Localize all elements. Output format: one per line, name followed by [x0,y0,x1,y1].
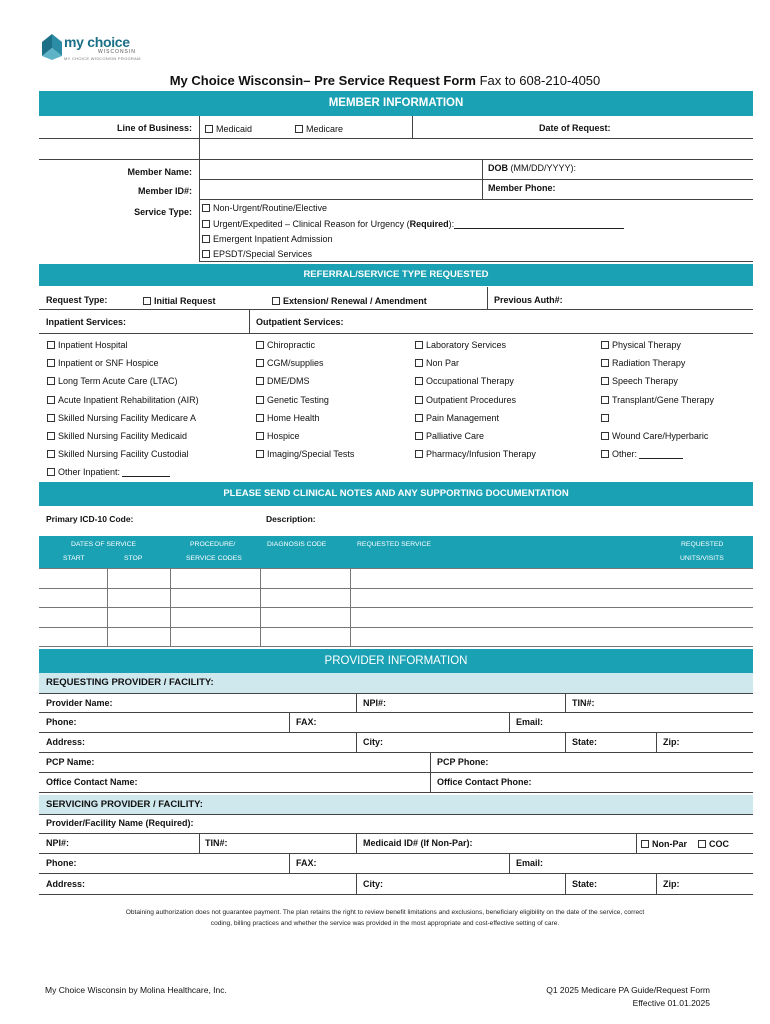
inpatient-label: Skilled Nursing Facility Medicare A [58,412,197,423]
disclaimer-line-2: coding, billing practices and whether the service was provided in the most appropriate and cost-effective setting of care. [210,920,560,927]
service-type-label: Service Type: [134,207,192,217]
table-row[interactable] [39,607,753,627]
extension-renewal-checkbox[interactable]: Extension/ Renewal / Amendment [272,296,427,306]
referral-section-header: REFERRAL/SERVICE TYPE REQUESTED [39,264,753,286]
outpatient-option[interactable] [256,413,320,423]
office-phone-label: Office Contact Phone: [437,777,532,787]
col-requested-units: REQUESTED [681,541,724,548]
checkbox-icon[interactable] [47,341,55,349]
inpatient-option[interactable] [47,395,199,405]
checkbox-icon[interactable] [601,377,609,385]
col-requested-service: REQUESTED SERVICE [357,541,431,548]
checkbox-icon[interactable] [256,450,264,458]
outpatient-label: Pain Management [426,412,500,423]
col-stop: STOP [124,555,143,562]
medicaid-id-label: Medicaid ID# (If Non-Par): [363,838,473,848]
checkbox-icon[interactable] [415,377,423,385]
outpatient-label: Genetic Testing [267,394,329,405]
outpatient-option[interactable] [415,449,536,459]
email-label: Email: [516,717,544,727]
checkbox-icon[interactable] [47,468,55,476]
checkbox-icon[interactable] [415,396,423,404]
outpatient-label: Transplant/Gene Therapy [612,394,715,405]
outpatient-option[interactable] [601,340,681,350]
inpatient-label: Inpatient Hospital [58,340,128,350]
service-table-header [39,536,753,568]
outpatient-option[interactable] [415,376,514,386]
provider-section-header: PROVIDER INFORMATION [39,649,753,673]
servicing-address-label: Address: [46,879,86,889]
service-type-emergent[interactable]: Emergent Inpatient Admission [202,234,333,244]
outpatient-option[interactable] [256,358,324,368]
inpatient-option[interactable] [47,358,159,368]
disclaimer [0,907,770,929]
outpatient-option[interactable] [256,449,354,459]
line-of-business-label: Line of Business: [116,123,192,133]
checkbox-icon[interactable] [256,359,264,367]
outpatient-label: Imaging/Special Tests [267,449,355,460]
outpatient-label: Radiation Therapy [612,358,686,369]
col-dates-of-service: DATES OF SERVICE [71,541,137,548]
outpatient-option[interactable] [601,431,708,441]
date-of-request-field[interactable] [412,117,537,137]
col-units-visits: UNITS/VISITS [680,555,724,562]
outpatient-label: Hospice [267,431,300,441]
col-service-codes: SERVICE CODES [186,555,242,562]
checkbox-icon[interactable] [47,396,55,404]
checkbox-icon[interactable] [415,450,423,458]
fax-label: FAX: [296,717,317,727]
checkbox-icon[interactable] [601,396,609,404]
col-diagnosis-code: DIAGNOSIS CODE [267,541,327,548]
address-label: Address: [46,737,86,747]
inpatient-label: Inpatient or SNF Hospice [58,358,159,369]
previous-auth-label: Previous Auth#: [494,295,563,305]
servicing-provider-header: SERVICING PROVIDER / FACILITY: [39,795,753,814]
pcp-phone-label: PCP Phone: [437,757,489,767]
checkbox-icon[interactable] [256,341,264,349]
outpatient-label: Palliative Care [426,431,485,441]
outpatient-label: CGM/supplies [267,358,324,369]
member-id-label: Member ID#: [137,186,192,196]
checkbox-icon[interactable] [47,432,55,440]
outpatient-label: Wound Care/Hyperbaric [612,431,709,441]
servicing-email-label: Email: [516,858,544,868]
checkbox-icon[interactable] [601,432,609,440]
checkbox-icon[interactable] [601,450,609,458]
coc-checkbox[interactable]: COC [698,839,729,849]
servicing-fax-label: FAX: [296,858,317,868]
outpatient-option[interactable] [415,413,499,423]
inpatient-label: Other Inpatient: [58,467,121,478]
servicing-city-label: City: [363,879,383,889]
outpatient-option[interactable] [601,413,612,423]
logo-tagline: MY CHOICE WISCONSIN PROGRAM [64,56,141,61]
phone-label: Phone: [46,717,77,727]
footer-left: My Choice Wisconsin by Molina Healthcare, Inc. [45,985,227,995]
date-of-request-label: Date of Request: [539,123,611,133]
outpatient-option[interactable] [415,395,516,405]
brand-logo [42,34,172,64]
zip-label: Zip: [663,737,680,747]
inpatient-option[interactable] [47,449,189,459]
lob-medicaid-checkbox[interactable]: Medicaid [205,124,252,134]
member-section-header: MEMBER INFORMATION [39,91,753,116]
office-contact-label: Office Contact Name: [46,777,138,787]
checkbox-icon[interactable] [601,341,609,349]
inpatient-option[interactable] [47,431,187,441]
servicing-phone-label: Phone: [46,858,77,868]
checkbox-icon[interactable] [47,414,55,422]
inpatient-label: Skilled Nursing Facility Custodial [58,449,189,460]
footer-right-2: Effective 01.01.2025 [632,998,710,1008]
inpatient-heading: Inpatient Services: [46,317,127,327]
checkbox-icon[interactable] [601,359,609,367]
logo-mark-icon [42,34,62,60]
outpatient-option[interactable] [601,358,685,368]
lob-medicare-checkbox[interactable]: Medicare [295,124,343,134]
member-name-field[interactable] [200,160,482,179]
inpatient-option[interactable] [47,413,196,423]
logo-sub: WISCONSIN [98,49,136,55]
outpatient-label: Physical Therapy [612,340,681,350]
inpatient-label: Long Term Acute Care (LTAC) [58,376,178,387]
provider-name-label: Provider Name: [46,698,113,708]
footer-right-1: Q1 2025 Medicare PA Guide/Request Form [546,985,710,995]
col-start: START [63,555,85,562]
servicing-npi-label: NPI#: [46,838,70,848]
provider-facility-label: Provider/Facility Name (Required): [46,818,194,828]
table-row[interactable] [39,627,753,647]
outpatient-option[interactable] [415,358,459,368]
checkbox-icon[interactable] [47,450,55,458]
outpatient-label: Pharmacy/Infusion Therapy [426,449,536,460]
outpatient-option[interactable] [256,340,315,350]
checkbox-icon[interactable] [601,414,609,422]
outpatient-label: Home Health [267,412,320,423]
table-row[interactable] [39,588,753,608]
tin-label: TIN#: [572,698,595,708]
title-main: My Choice Wisconsin– Pre Service Request Form [169,73,476,88]
initial-request-checkbox[interactable]: Initial Request [143,296,216,306]
form-title [0,73,770,88]
outpatient-label: Occupational Therapy [426,376,514,387]
col-procedure: PROCEDURE/ [190,541,236,548]
outpatient-option[interactable] [256,376,310,386]
service-type-non-urgent[interactable]: Non-Urgent/Routine/Elective [202,203,327,213]
dob-label: DOB (MM/DD/YYYY): [488,163,577,173]
outpatient-option[interactable] [415,340,506,350]
clinical-section-header: PLEASE SEND CLINICAL NOTES AND ANY SUPPORTING DOCUMENTATION [39,482,753,506]
outpatient-option[interactable] [256,431,300,441]
disclaimer-line-1: Obtaining authorization does not guarantee payment. The plan retains the right to review benefit limitations and exclusions, beneficiary eligibility on the date of the service, correct [125,909,645,916]
checkbox-icon[interactable] [415,432,423,440]
checkbox-icon[interactable] [415,414,423,422]
checkbox-icon[interactable] [256,432,264,440]
inpatient-option[interactable] [47,467,170,477]
servicing-state-label: State: [572,879,598,889]
outpatient-option[interactable] [415,431,484,441]
inpatient-label: Skilled Nursing Facility Medicaid [58,431,188,441]
servicing-tin-label: TIN#: [205,838,228,848]
requesting-provider-header: REQUESTING PROVIDER / FACILITY: [39,673,753,693]
servicing-zip-label: Zip: [663,879,680,889]
table-row[interactable] [39,568,753,588]
non-par-checkbox[interactable]: Non-Par [641,839,687,849]
checkbox-icon[interactable] [256,414,264,422]
city-label: City: [363,737,383,747]
description-label: Description: [266,514,316,524]
member-name-label: Member Name: [127,167,192,177]
checkbox-icon[interactable] [47,359,55,367]
member-phone-label: Member Phone: [488,183,556,193]
outpatient-label: Other: [612,449,638,460]
inpatient-option[interactable] [47,340,128,350]
outpatient-option[interactable] [256,395,329,405]
inpatient-option[interactable] [47,376,178,386]
outpatient-label: DME/DMS [267,376,310,387]
outpatient-label: Speech Therapy [612,376,678,387]
member-id-field[interactable] [200,180,482,199]
logo-name: my choice [64,34,130,50]
outpatient-heading: Outpatient Services: [256,317,344,327]
fax-number: Fax to 608-210-4050 [479,73,601,88]
npi-label: NPI#: [363,698,387,708]
service-type-urgent[interactable]: Urgent/Expedited – Clinical Reason for Urgency (Required): [202,219,624,229]
checkbox-icon[interactable] [256,377,264,385]
inpatient-label: Acute Inpatient Rehabilitation (AIR) [58,394,199,405]
outpatient-label: Chiropractic [267,340,316,350]
outpatient-label: Non Par [426,358,460,369]
icd-code-label: Primary ICD-10 Code: [46,514,134,524]
outpatient-option[interactable] [601,449,683,459]
outpatient-label: Outpatient Procedures [426,394,517,405]
pcp-name-label: PCP Name: [46,757,95,767]
outpatient-label: Laboratory Services [426,340,507,350]
checkbox-icon[interactable] [47,377,55,385]
state-label: State: [572,737,598,747]
request-type-label: Request Type: [46,295,108,305]
outpatient-option[interactable] [601,376,678,386]
checkbox-icon[interactable] [256,396,264,404]
checkbox-icon[interactable] [415,359,423,367]
checkbox-icon[interactable] [415,341,423,349]
service-type-epsdt[interactable]: EPSDT/Special Services [202,249,312,259]
outpatient-option[interactable] [601,395,714,405]
